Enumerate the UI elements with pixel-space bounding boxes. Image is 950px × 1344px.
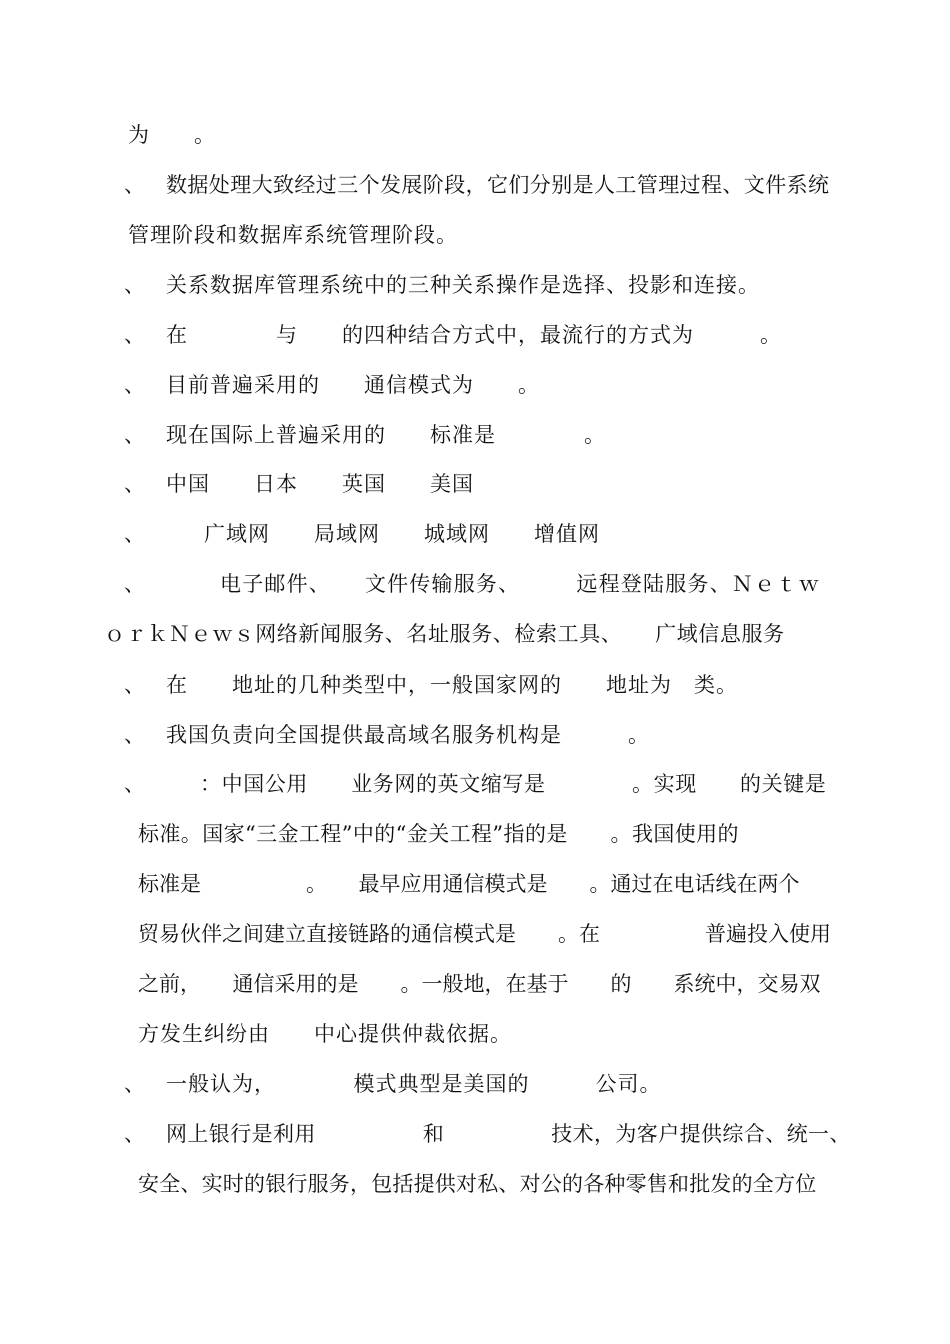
list-marker: 、 bbox=[124, 772, 145, 796]
text-line: 广域网 局域网 城域网 增值网 bbox=[204, 522, 600, 546]
text-line: 电子邮件、 文件传输服务、 远程登陆服务、Ｎｅｔｗ bbox=[220, 572, 821, 596]
list-marker: 、 bbox=[124, 723, 145, 747]
text-line: 贸易伙伴之间建立直接链路的通信模式是 。在 普遍投入使用 bbox=[138, 922, 831, 946]
text-line: 数据处理大致经过三个发展阶段，它们分别是人工管理过程、文件系统 bbox=[166, 173, 830, 197]
list-marker: 、 bbox=[124, 572, 145, 596]
list-marker: 、 bbox=[124, 323, 145, 347]
text-line: 标准是 。 最早应用通信模式是 。通过在电话线在两个 bbox=[138, 872, 800, 896]
list-marker: 、 bbox=[124, 373, 145, 397]
text-line: 为 。 bbox=[128, 123, 216, 147]
list-marker: 、 bbox=[124, 522, 145, 546]
text-line: 我国负责向全国提供最高域名服务机构是 。 bbox=[166, 723, 650, 747]
text-line: 中国 日本 英国 美国 bbox=[166, 472, 474, 496]
text-line: 现在国际上普遍采用的 标准是 。 bbox=[166, 423, 606, 447]
text-line: 关系数据库管理系统中的三种关系操作是选择、投影和连接。 bbox=[166, 273, 760, 297]
list-marker: 、 bbox=[124, 673, 145, 697]
text-line: 在 与 的四种结合方式中，最流行的方式为 。 bbox=[166, 323, 782, 347]
text-line: 目前普遍采用的 通信模式为 。 bbox=[166, 373, 540, 397]
text-line: 方发生纠纷由 中心提供仲裁依据。 bbox=[138, 1022, 512, 1046]
text-line: 一般认为， 模式典型是美国的 公司。 bbox=[166, 1072, 662, 1096]
list-marker: 、 bbox=[124, 1072, 145, 1096]
text-line: 安全、实时的银行服务，包括提供对私、对公的各种零售和批发的全方位 bbox=[138, 1172, 817, 1196]
text-line: 标准。国家“三金工程”中的“金关工程”指的是 。我国使用的 bbox=[138, 822, 739, 846]
text-line: 在 地址的几种类型中，一般国家网的 地址为 类。 bbox=[166, 673, 738, 697]
text-line: 之前， 通信采用的是 。一般地，在基于 的 系统中，交易双 bbox=[138, 972, 821, 996]
list-marker: 、 bbox=[124, 472, 145, 496]
list-marker: 、 bbox=[124, 173, 145, 197]
list-marker: 、 bbox=[124, 273, 145, 297]
text-line: ｏｒｋＮｅｗｓ网络新闻服务、名址服务、检索工具、 广域信息服务 bbox=[104, 622, 785, 646]
text-line: 管理阶段和数据库系统管理阶段。 bbox=[128, 223, 458, 247]
list-marker: 、 bbox=[124, 1122, 145, 1146]
text-line: ：中国公用 业务网的英文缩写是 。实现 的关键是 bbox=[200, 772, 827, 796]
text-line: 网上银行是利用 和 技术，为客户提供综合、统一、 bbox=[166, 1122, 851, 1146]
list-marker: 、 bbox=[124, 423, 145, 447]
